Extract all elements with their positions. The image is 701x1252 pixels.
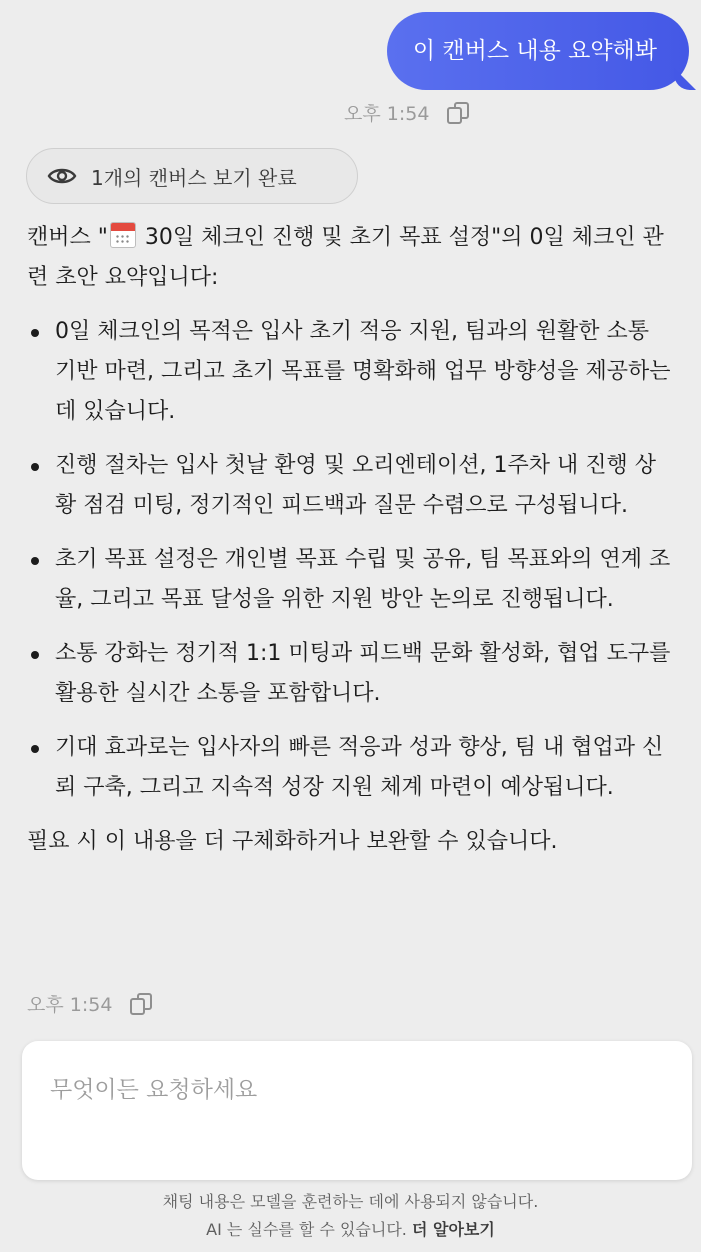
assistant-message: [27, 218, 677, 862]
list-item: 소통 강화는 정기적 1:1 미팅과 피드백 문화 활성화, 협업 도구를 활용한 실시간 소통을 포함합니다.: [27, 634, 677, 714]
assistant-intro: [27, 218, 677, 298]
list-item: 0일 체크인의 목적은 입사 초기 적응 지원, 팀과의 원활한 소통 기반 마련, 그리고 초기 목표를 명확화해 업무 방향성을 제공하는 데 있습니다.: [27, 312, 677, 432]
user-message-bubble: 이 캔버스 내용 요약해봐: [387, 12, 689, 90]
list-item: 진행 절차는 입사 첫날 환영 및 오리엔테이션, 1주차 내 진행 상황 점검 미팅, 정기적인 피드백과 질문 수렴으로 구성됩니다.: [27, 446, 677, 526]
message-input-box: [22, 1041, 692, 1180]
user-message-meta: [344, 99, 469, 126]
list-item: 기대 효과로는 입사자의 빠른 적응과 성과 향상, 팀 내 협업과 신뢰 구축, 그리고 지속적 성장 지원 체계 마련이 예상됩니다.: [27, 728, 677, 808]
footer-line-1: 채팅 내용은 모델을 훈련하는 데에 사용되지 않습니다.: [162, 1192, 539, 1211]
assistant-message-meta: [27, 990, 152, 1017]
eye-icon: [47, 166, 77, 186]
copy-icon[interactable]: [447, 102, 469, 124]
canvas-view-chip[interactable]: [26, 148, 358, 204]
copy-icon[interactable]: [130, 993, 152, 1015]
footer-disclaimer: [0, 1188, 701, 1244]
calendar-icon: [110, 222, 136, 248]
canvas-chip-label: 1개의 캔버스 보기 완료: [91, 165, 297, 190]
assistant-outro: 필요 시 이 내용을 더 구체화하거나 보완할 수 있습니다.: [27, 829, 558, 854]
intro-text-end: 30일 체크인 진행 및 초기 목표 설정"의 0일 체크인 관련 초안 요약입니다:: [27, 225, 664, 290]
user-message-time: 오후 1:54: [344, 103, 430, 125]
learn-more-link[interactable]: 더 알아보기: [411, 1220, 495, 1239]
user-message-row: [387, 12, 689, 90]
footer-line-2: [0, 1216, 701, 1244]
intro-text-start: 캔버스 ": [27, 225, 108, 250]
list-item: 초기 목표 설정은 개인별 목표 수립 및 공유, 팀 목표와의 연계 조율, 그리고 목표 달성을 위한 지원 방안 논의로 진행됩니다.: [27, 540, 677, 620]
assistant-message-time: 오후 1:54: [27, 994, 113, 1016]
summary-list: [27, 312, 677, 808]
footer-warning: AI 는 실수를 할 수 있습니다.: [206, 1220, 407, 1239]
message-input[interactable]: [22, 1041, 692, 1180]
